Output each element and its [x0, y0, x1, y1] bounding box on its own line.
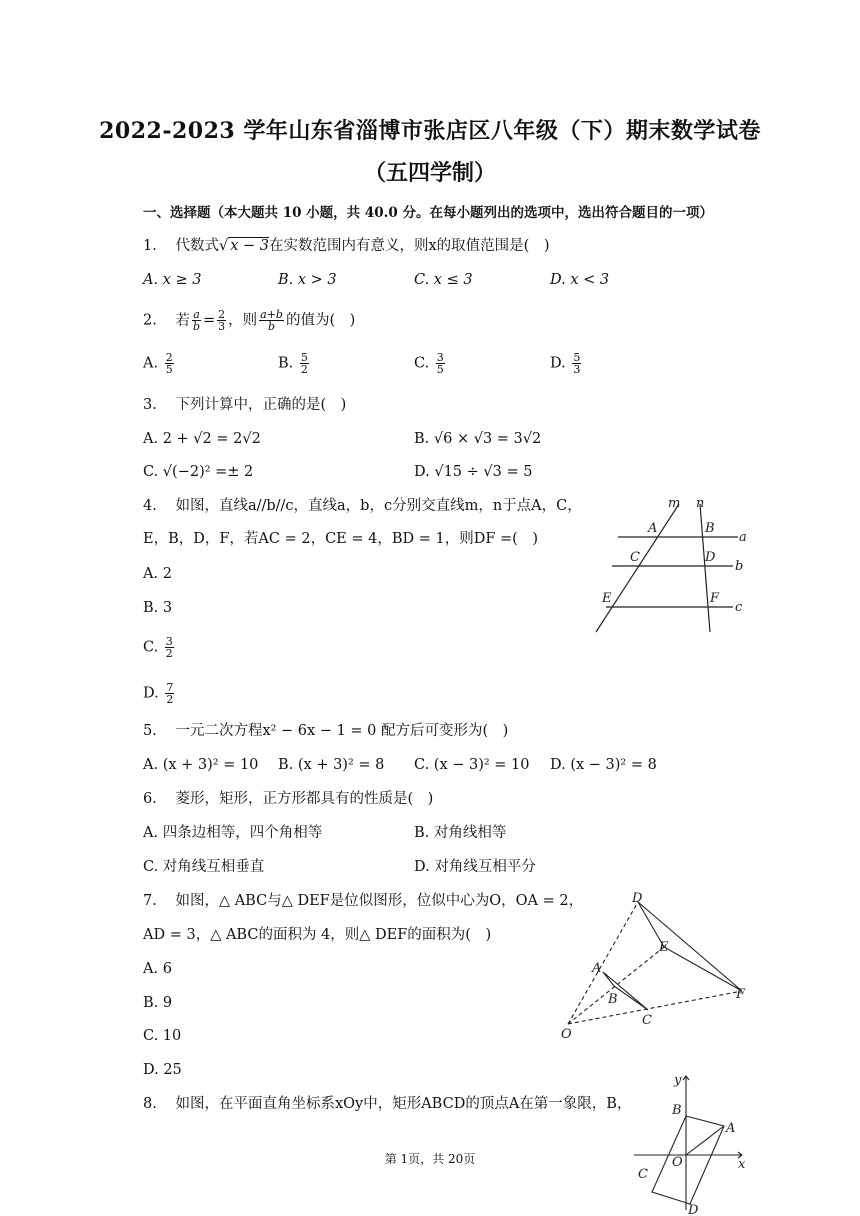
denominator: b: [192, 320, 200, 333]
denominator: 5: [165, 363, 173, 376]
fraction: [436, 352, 445, 375]
q7-option-c: C. 10: [143, 1028, 182, 1044]
question-number: 6.: [143, 791, 157, 807]
label-n: n: [696, 496, 705, 511]
numerator: 2: [165, 351, 173, 364]
q7-option-a: A. 6: [143, 961, 172, 977]
question-3: [143, 395, 346, 415]
q4-option-b: B. 3: [143, 600, 173, 616]
ray-OF: [568, 991, 742, 1024]
sqrt-sign: √: [218, 238, 229, 254]
label-O: O: [672, 1155, 683, 1170]
label-D: D: [688, 1203, 699, 1216]
denominator: 3: [218, 320, 226, 333]
q6-option-b: B. 对角线相等: [414, 825, 507, 841]
label-F: F: [736, 987, 746, 1002]
denominator: 2: [166, 693, 174, 706]
q3-option-b: B. √6 × √3 = 3√2: [414, 431, 542, 447]
q6-option-d: D. 对角线互相平分: [414, 859, 536, 875]
q2-option-d: [550, 352, 583, 375]
q4-option-d: [143, 682, 176, 705]
option-label: C.: [414, 355, 430, 372]
label-O: O: [561, 1027, 572, 1042]
option-label: D.: [550, 355, 566, 372]
label-b: b: [735, 559, 744, 574]
question-text: 如图，△ ABC与△ DEF是位似图形，位似中心为O，OA = 2，: [175, 893, 584, 909]
section-heading: 一、选择题（本大题共 10 小题，共 40.0 分。在每小题列出的选项中，选出符合题目的一项）: [143, 205, 713, 221]
option-label: B.: [278, 355, 294, 372]
question-text: 一元二次方程x² − 6x − 1 = 0 配方后可变形为( ): [175, 723, 509, 739]
label-C: C: [638, 1167, 648, 1182]
fraction: [259, 309, 284, 332]
option-label: D.: [143, 685, 159, 702]
fraction: [300, 352, 309, 375]
q1-option-a: A. x ≥ 3: [143, 272, 202, 288]
label-E: E: [602, 591, 612, 606]
label-E: E: [659, 940, 669, 955]
label-x: x: [738, 1157, 746, 1172]
option-label: A.: [143, 355, 159, 372]
q2-option-b: [278, 352, 311, 375]
q1-option-c: C. x ≤ 3: [414, 272, 473, 288]
question-number: 8.: [143, 1096, 157, 1112]
label-m: m: [668, 496, 681, 511]
label-c: c: [735, 600, 743, 615]
q7-option-b: B. 9: [143, 995, 173, 1011]
question-text: 若: [175, 312, 190, 329]
label-C: C: [630, 550, 640, 565]
question-text: ，则: [228, 312, 258, 329]
numerator: a+b: [260, 308, 283, 321]
question-number: 3.: [143, 397, 157, 413]
sqrt-expression: x − 3: [230, 238, 269, 254]
denominator: 2: [165, 647, 173, 660]
page-title: 2022-2023 学年山东省淄博市张店区八年级（下）期末数学试卷: [99, 118, 761, 144]
label-a: a: [739, 530, 747, 545]
numerator: 5: [573, 351, 581, 364]
question-text: 菱形，矩形，正方形都具有的性质是( ): [175, 791, 434, 807]
question-text: 在实数范围内有意义，则x的取值范围是( ): [268, 238, 550, 254]
label-B: B: [672, 1103, 682, 1118]
denominator: 3: [573, 363, 581, 376]
q1-option-b: B. x > 3: [278, 272, 337, 288]
label-A: A: [726, 1121, 736, 1136]
q5-option-c: C. (x − 3)² = 10: [414, 757, 530, 773]
question-8: [143, 1094, 631, 1114]
q4-option-a: A. 2: [143, 566, 172, 582]
question-7: [143, 891, 583, 911]
label-B: B: [705, 521, 715, 536]
question-number: 4.: [143, 498, 157, 514]
question-6: [143, 789, 433, 809]
question-number: 2.: [143, 312, 157, 329]
question-number: 7.: [143, 893, 157, 909]
label-A: A: [648, 521, 658, 536]
numerator: 3: [165, 635, 173, 648]
parallel-lines-figure: [588, 494, 758, 638]
line-m: [596, 504, 679, 632]
label-y: y: [674, 1073, 682, 1088]
label-F: F: [710, 591, 720, 606]
q3-option-d: D. √15 ÷ √3 = 5: [414, 464, 533, 480]
fraction: [572, 352, 581, 375]
numerator: 2: [218, 308, 226, 321]
numerator: 3: [436, 351, 444, 364]
q5-option-a: A. (x + 3)² = 10: [143, 757, 259, 773]
question-4-line2: E，B，D，F，若AC = 2，CE = 4，BD = 1，则DF =( ): [143, 531, 538, 547]
question-4: [143, 496, 582, 516]
ray-OD: [568, 902, 638, 1024]
q6-option-c: C. 对角线互相垂直: [143, 859, 265, 875]
question-number: 1.: [143, 238, 157, 254]
denominator: b: [268, 320, 276, 333]
numerator: 7: [166, 681, 174, 694]
coordinate-rectangle-figure: [630, 1068, 754, 1216]
question-text: 下列计算中，正确的是( ): [175, 397, 347, 413]
question-1: [143, 236, 549, 256]
q1-option-d: D. x < 3: [550, 272, 610, 288]
question-7-line2: AD = 3，△ ABC的面积为 4，则△ DEF的面积为( ): [143, 927, 492, 943]
q6-option-a: A. 四条边相等，四个角相等: [143, 825, 323, 841]
page-footer: 第 1页，共 20页: [384, 1152, 476, 1166]
label-C: C: [642, 1013, 652, 1028]
question-number: 5.: [143, 723, 157, 739]
label-D: D: [632, 891, 643, 906]
numerator: 5: [300, 351, 308, 364]
label-B: B: [608, 992, 618, 1007]
triangle-DEF: [638, 902, 742, 991]
numerator: a: [193, 308, 200, 321]
q5-option-d: D. (x − 3)² = 8: [550, 757, 657, 773]
label-A: A: [592, 961, 602, 976]
q2-option-c: [414, 352, 447, 375]
fraction: [192, 309, 201, 332]
fraction: [165, 682, 174, 705]
page-subtitle: （五四学制）: [363, 160, 496, 186]
equals-sign: =: [203, 312, 216, 329]
q3-option-c: C. √(−2)² =± 2: [143, 464, 254, 480]
question-2: [143, 309, 355, 332]
fraction: [217, 309, 226, 332]
question-text: 如图，直线a//b//c，直线a，b，c分别交直线m，n于点A，C，: [175, 498, 582, 514]
q7-option-d: D. 25: [143, 1062, 182, 1078]
similar-triangles-figure: [556, 890, 756, 1042]
fraction: [165, 352, 174, 375]
q2-option-a: [143, 352, 176, 375]
question-text: 如图，在平面直角坐标系xOy中，矩形ABCD的顶点A在第一象限，B，: [175, 1096, 632, 1112]
q5-option-b: B. (x + 3)² = 8: [278, 757, 385, 773]
option-label: C.: [143, 639, 159, 656]
fraction: [165, 636, 174, 659]
q3-option-a: A. 2 + √2 = 2√2: [143, 431, 261, 447]
question-5: [143, 721, 508, 741]
label-D: D: [705, 550, 716, 565]
question-text: 代数式: [175, 238, 219, 254]
question-text: 的值为( ): [285, 312, 356, 329]
denominator: 5: [436, 363, 444, 376]
q4-option-c: [143, 636, 176, 659]
denominator: 2: [300, 363, 308, 376]
